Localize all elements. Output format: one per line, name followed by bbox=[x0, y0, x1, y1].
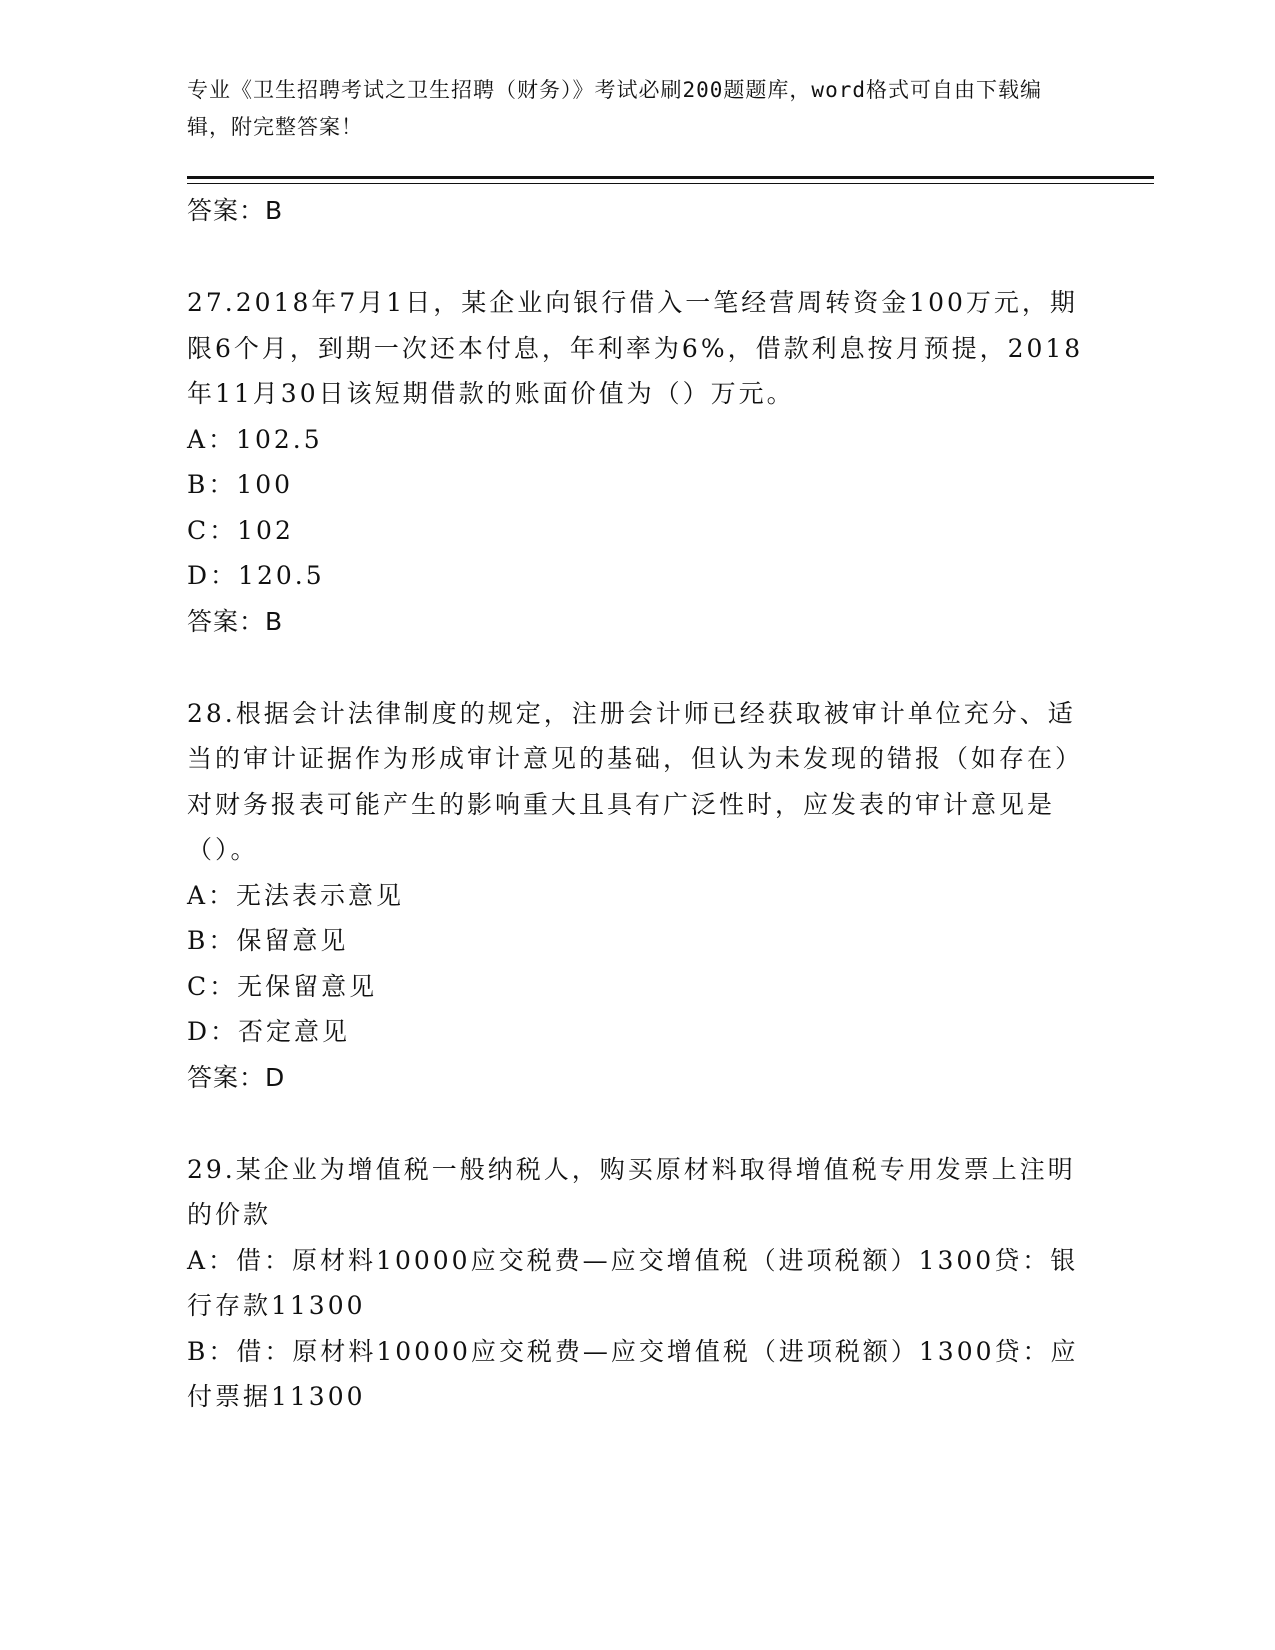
option-a: A：无法表示意见 bbox=[187, 880, 405, 910]
question-27 bbox=[187, 280, 1087, 645]
spacer bbox=[187, 234, 1087, 280]
option-b: B：保留意见 bbox=[187, 926, 349, 955]
option-a: A：102.5 bbox=[187, 424, 323, 454]
option-d: D：否定意见 bbox=[187, 1017, 351, 1046]
question-text: 29.某企业为增值税一般纳税人，购买原材料取得增值税专用发票上注明的价款 bbox=[187, 1154, 1076, 1229]
header-rule-thick bbox=[187, 176, 1154, 179]
header-rule-thin bbox=[187, 183, 1154, 184]
page-header bbox=[187, 72, 1067, 146]
question-28 bbox=[187, 691, 1087, 1101]
answer-line: 答案：D bbox=[187, 1062, 286, 1092]
spacer bbox=[187, 645, 1087, 691]
header-text: 专业《卫生招聘考试之卫生招聘（财务）》考试必刷200题题库，word格式可自由下载编辑，附完整答案！ bbox=[187, 78, 1042, 139]
question-text: 28.根据会计法律制度的规定，注册会计师已经获取被审计单位充分、适当的审计证据作为形成审计意见的基础，但认为未发现的错报（如存在）对财务报表可能产生的影响重大且具有广泛性时，应发表的审计意见是（）。 bbox=[187, 698, 1084, 864]
option-b: B：借：原材料10000应交税费—应交增值税（进项税额）1300贷：应付票据11300 bbox=[187, 1336, 1079, 1411]
option-c: C：102 bbox=[187, 515, 294, 545]
document-body bbox=[187, 188, 1087, 1420]
option-c: C：无保留意见 bbox=[187, 971, 378, 1001]
answer-line: 答案：B bbox=[187, 606, 284, 636]
question-29 bbox=[187, 1147, 1087, 1420]
option-a: A：借：原材料10000应交税费—应交增值税（进项税额）1300贷：银行存款11300 bbox=[187, 1245, 1079, 1320]
question-text: 27.2018年7月1日，某企业向银行借入一笔经营周转资金100万元，期限6个月，到期一次还本付息，年利率为6%，借款利息按月预提，2018年11月30日该短期借款的账面价值为（）万元。 bbox=[187, 288, 1084, 408]
option-d: D：120.5 bbox=[187, 561, 325, 590]
option-b: B：100 bbox=[187, 470, 294, 499]
spacer bbox=[187, 1101, 1087, 1147]
previous-answer: 答案：B bbox=[187, 196, 284, 225]
